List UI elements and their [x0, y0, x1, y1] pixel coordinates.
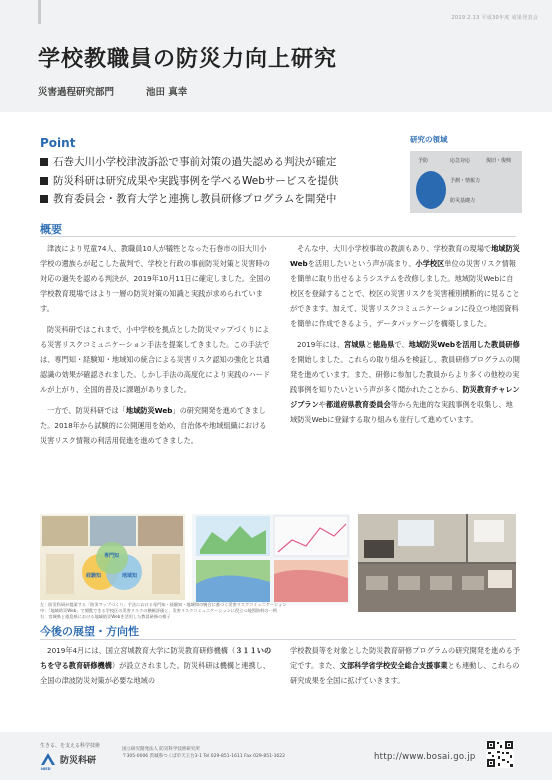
hazard-map-screenshots — [192, 514, 350, 604]
text-run: で、 — [394, 340, 409, 349]
footer-org-name: 防災科研 — [60, 756, 97, 766]
text-run: ）が設立されました。防災科研は機構と連携し、全国の津波防災対策が必要な地域の — [40, 661, 271, 685]
overview-right-column — [290, 241, 520, 433]
point-item-text: 石巻大川小学校津波訴訟で事前対策の過失認める判決が確定 — [53, 156, 337, 168]
future-left-column — [40, 643, 272, 694]
highlight-text: 防災教育チャレンジプラン — [290, 385, 520, 409]
header-meta: 2019.2.13 平成30年度 成果発表会 — [451, 15, 538, 21]
caption-line: 中：「地域防災Web」で閲覧できる学校区の災害リスクの横断評価と、災害リスクコミュニケーションに役立つ地図資料の一例 — [40, 608, 277, 613]
point-item — [40, 153, 338, 172]
footer-url-link[interactable]: http://www.bosai.go.jp — [374, 752, 476, 762]
highlight-text: 地域防災Webを活用した教員研修 — [408, 340, 520, 349]
area-label-oukyuu: 応急対応 — [450, 158, 471, 164]
text-run: を活用したいという声が高まり、 — [307, 259, 416, 268]
page-title: 学校教職員の防災力向上研究 — [38, 47, 338, 72]
highlight-text: 宮城県 — [344, 340, 366, 349]
research-area — [410, 134, 528, 213]
area-label-yobou: 予防 — [418, 158, 429, 164]
footer-org-line: 〒305-0006 茨城県つくば市天王台3-1 Tel 029-851-1611 Fax 029-851-1622 — [122, 754, 286, 759]
square-bullet-icon — [40, 177, 48, 185]
point-item-text: 防災科研は研究成果や実践事例を学べるWebサービスを提供 — [53, 174, 339, 187]
risk-map-workshop-illustration — [40, 514, 185, 600]
highlight-text: 徳島県 — [372, 340, 395, 349]
overview-heading: 概要 — [40, 223, 62, 236]
department: 災害過程研究部門 — [38, 87, 115, 98]
footer — [0, 732, 552, 780]
highlight-text: 地域防災Web — [290, 244, 520, 268]
text-run: と — [365, 340, 373, 349]
overview-paragraph: 防災科研ではこれまで、小中学校を拠点とした防災マップづくりによる災害リスクコミュニケーション手法を提案してきました。この手法では、専門知・経験知・地域知の統合による災害リスク認知の強化と共通認識の効果が確認されました。しかし手法の高度化により実践のハードルが上がり、全国的普及に課題がありました。 — [40, 325, 271, 394]
text-run: や — [318, 400, 326, 409]
overview-paragraph: 津波により児童74人、教職員10人が犠牲となった石巻市の旧大川小学校の遺族らが起こした裁判で、学校と行政の事前防災対策と災害時の対応の過失を認める判決が、2019年10月11日に確定しました。全国の学校教育現場ではより一層の防災対策の知識と実践が求められています。 — [40, 244, 271, 313]
research-area-heading: 研究の領域 — [410, 135, 448, 144]
future-paragraph — [40, 643, 272, 688]
area-label-fukkyuu: 復旧・復興 — [486, 158, 512, 164]
label-senmonchi: 専門知 — [104, 553, 120, 559]
overview-paragraph — [290, 241, 520, 331]
label-chiikichi: 地域知 — [122, 573, 138, 579]
text-run: そんな中、大川小学校事故の教訓もあり、学校教育の現場で — [297, 244, 492, 253]
future-right-column — [290, 643, 520, 694]
point-item-text: 教育委員会・教育大学と連携し教員研修プログラムを開発中 — [53, 193, 337, 205]
highlight-text: 都道府県教育委員会 — [325, 400, 391, 409]
overview-paragraph — [40, 403, 272, 448]
point-list — [40, 153, 338, 209]
overview-left-column — [40, 241, 272, 454]
nied-logo-text: NIED — [41, 767, 51, 771]
highlight-text: 小学校区 — [415, 259, 445, 268]
figure-row — [40, 514, 516, 614]
research-area-diagram — [410, 151, 522, 213]
footer-org-details — [122, 746, 285, 760]
text-run: 2019年4月には、国立宮城教育大学に防災教育研修機構（ — [47, 646, 236, 655]
qr-code-icon — [486, 740, 514, 768]
square-bullet-icon — [40, 195, 48, 203]
text-run: 一方で、防災科研では「 — [47, 406, 126, 415]
text-run: 学校教員等を対象とした防災教育研修プログラムの研究開発を進める予定です。また、 — [290, 646, 520, 670]
caption-line: 左：防災科研が提案する「防災マップづくり」手法における専門知・経験知・地域知の統合に基づく災害リスクコミュニケーション — [40, 602, 287, 607]
square-bullet-icon — [40, 158, 48, 166]
highlight-text: 地域防災Web — [125, 406, 173, 415]
header-accent-bar — [38, 0, 41, 24]
footer-tagline: 生きる、を支える科学技術 — [40, 743, 101, 749]
text-run: を開始しました。これらの取り組みを検証し、教員研修プログラムの開発を進めています。また、研修に参加した教員からより多くの他校の実践事例を知りたいという声が多く聞かれたことから、 — [290, 355, 520, 394]
area-highlight-circle — [416, 171, 446, 209]
label-keikenchi: 経験知 — [86, 573, 102, 579]
highlight-text: ３１１いのちを守る教育研修機構 — [40, 646, 272, 670]
author: 池田 真幸 — [146, 87, 188, 98]
point-item — [40, 172, 338, 191]
text-run: とも連動し、これらの研究成果を全国に拡げていきます。 — [290, 661, 520, 685]
header — [0, 0, 552, 112]
area-label-yosoku: 予測・情報力 — [450, 178, 481, 184]
figure-caption — [40, 602, 310, 620]
point-item — [40, 190, 338, 209]
text-run: 単位の災害リスク情報を簡単に取り出せるようシステムを改修しました。地域防災Webに自校区を登録することで、校区の災害リスクを災害種別横断的に見ることができます。加えて、災害リスクコミュニケーションに役立つ地図資料を簡単に作成できるよう、データパッケージを構築しました。 — [290, 259, 520, 328]
divider — [40, 236, 516, 237]
text-run: 等から先進的な実践事例を収集し、地域防災Webに登録する取り組みも並行して進めています。 — [290, 400, 513, 424]
nied-logo-icon — [40, 752, 56, 766]
caption-line: 右：宮城県と徳島県における地域防災Webを活用した教員研修の様子 — [40, 614, 171, 619]
point-heading: Point — [40, 136, 76, 150]
teacher-training-photos — [358, 514, 516, 612]
overview-paragraph — [290, 337, 520, 427]
text-run: 」の研究開発を進めてきました。2018年から試験的に公開運用を始め、自治体や地域組織における災害リスク情報の利活用促進を進めてきました。 — [40, 406, 267, 445]
highlight-text: 文部科学省学校安全総合支援事業 — [339, 661, 448, 670]
future-heading: 今後の展望・方向性 — [40, 625, 139, 638]
divider — [40, 639, 516, 640]
text-run: 2019年には、 — [297, 340, 345, 349]
future-paragraph — [290, 643, 520, 688]
footer-org-line: 国立研究開発法人 防災科学技術研究所 — [122, 747, 200, 752]
area-label-bousai: 防災基礎力 — [450, 198, 476, 204]
